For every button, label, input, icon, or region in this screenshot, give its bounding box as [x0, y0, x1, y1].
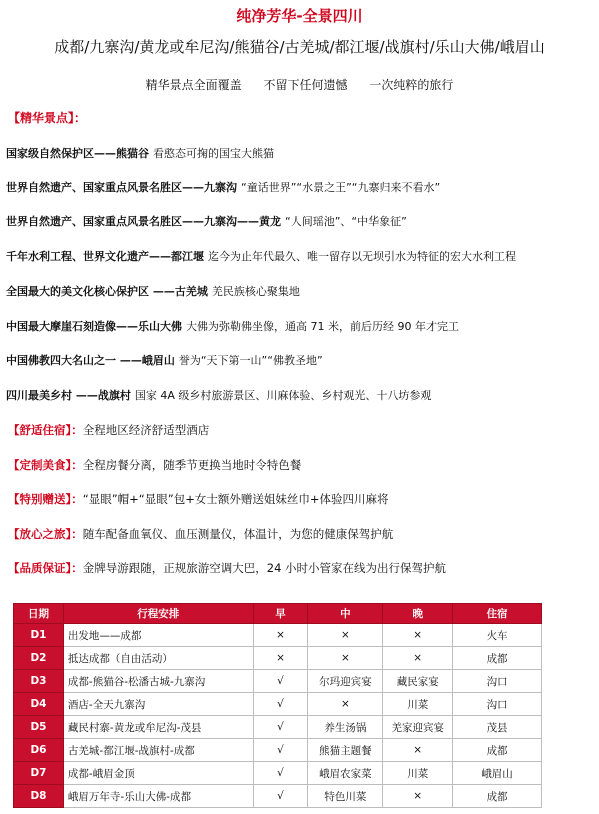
info-text: “显眼”帽+“显眼”包+女士额外赠送姐妹丝巾+体验四川麻将 — [82, 492, 389, 506]
info-label: 【舒适住宿】： — [8, 423, 83, 437]
table-row — [14, 785, 542, 808]
info-safety — [8, 526, 393, 542]
hotel-cell: 沟口 — [453, 670, 542, 693]
lunch-cell: 尔玛迎宾宴 — [308, 670, 383, 693]
hotel-cell: 峨眉山 — [453, 762, 542, 785]
breakfast-cell: √ — [253, 785, 308, 808]
info-label: 【特别赠送】： — [8, 492, 83, 506]
lunch-cell: 熊猫主题餐 — [308, 739, 383, 762]
highlight-item — [6, 387, 431, 403]
table-row — [14, 624, 542, 647]
header-dinner: 晚 — [383, 604, 453, 624]
info-label: 【定制美食】： — [8, 458, 83, 472]
info-text: 随车配备血氧仪、血压测量仪，体温计，为您的健康保驾护航 — [82, 527, 394, 541]
header-breakfast: 早 — [253, 604, 308, 624]
highlight-item — [6, 283, 300, 299]
plan-cell: 成都-熊猫谷-松潘古城-九寨沟 — [63, 670, 253, 693]
page-title: 纯净芳华-全景四川 — [236, 7, 363, 25]
day-cell: D4 — [14, 693, 64, 716]
highlight-title: 四川最美乡村 ——战旗村 — [6, 389, 131, 402]
hotel-cell: 火车 — [453, 624, 542, 647]
dinner-cell: × — [383, 647, 453, 670]
table-row — [14, 670, 542, 693]
hotel-cell: 成都 — [453, 647, 542, 670]
info-text: 全程房餐分离，随季节更换当地时令特色餐 — [82, 458, 302, 472]
table-header-row — [14, 604, 542, 624]
highlights-heading: 【精华景点】： — [8, 111, 87, 125]
breakfast-cell: √ — [253, 670, 308, 693]
hotel-cell: 沟口 — [453, 693, 542, 716]
breakfast-cell: √ — [253, 716, 308, 739]
plan-cell: 成都-峨眉金顶 — [63, 762, 253, 785]
plan-cell: 古羌城-都江堰-战旗村-成都 — [63, 739, 253, 762]
highlight-title: 中国佛教四大名山之一 ——峨眉山 — [6, 354, 175, 367]
highlight-desc: “人间瑶池”、“中华象征” — [285, 215, 407, 228]
dinner-cell: 羌家迎宾宴 — [383, 716, 453, 739]
dinner-cell: 藏民家宴 — [383, 670, 453, 693]
table-row — [14, 693, 542, 716]
highlight-title: 千年水利工程、世界文化遗产——都江堰 — [6, 250, 204, 263]
dinner-cell: 川菜 — [383, 762, 453, 785]
highlight-desc: 看憨态可掬的国宝大熊猫 — [153, 147, 274, 160]
hotel-cell: 成都 — [453, 739, 542, 762]
highlight-title: 世界自然遗产、国家重点风景名胜区——九寨沟 — [6, 181, 237, 194]
lunch-cell: × — [308, 693, 383, 716]
header-hotel: 住宿 — [453, 604, 542, 624]
dinner-cell: × — [383, 624, 453, 647]
breakfast-cell: √ — [253, 693, 308, 716]
plan-cell: 出发地——成都 — [63, 624, 253, 647]
hotel-cell: 茂县 — [453, 716, 542, 739]
info-text: 全程地区经济舒适型酒店 — [82, 423, 210, 437]
breakfast-cell: √ — [253, 739, 308, 762]
info-label: 【放心之旅】： — [8, 527, 83, 541]
dinner-cell: × — [383, 785, 453, 808]
highlight-item — [6, 145, 274, 161]
day-cell: D7 — [14, 762, 64, 785]
info-food — [8, 457, 301, 473]
highlight-title: 国家级自然保护区——熊猫谷 — [6, 147, 149, 160]
lunch-cell: × — [308, 647, 383, 670]
highlight-title: 世界自然遗产、国家重点风景名胜区——九寨沟——黄龙 — [6, 215, 281, 228]
highlight-desc: 大佛为弥勒佛坐像，通高 71 米，前后历经 90 年才完工 — [186, 320, 459, 333]
highlight-title: 中国最大摩崖石刻造像——乐山大佛 — [6, 320, 182, 333]
header-plan: 行程安排 — [63, 604, 253, 624]
day-cell: D3 — [14, 670, 64, 693]
plan-cell: 抵达成都（自由活动） — [63, 647, 253, 670]
lunch-cell: 特色川菜 — [308, 785, 383, 808]
plan-cell: 藏民村寨-黄龙或牟尼沟-茂县 — [63, 716, 253, 739]
tagline — [0, 76, 599, 93]
tagline-2: 不留下任何遗憾 — [263, 78, 348, 92]
table-row — [14, 739, 542, 762]
dinner-cell: 川菜 — [383, 693, 453, 716]
route-line: 成都/九寨沟/黄龙或牟尼沟/熊猫谷/古羌城/都江堰/战旗村/乐山大佛/峨眉山 — [54, 38, 545, 56]
hotel-cell: 成都 — [453, 785, 542, 808]
day-cell: D6 — [14, 739, 64, 762]
info-accommodation — [8, 422, 209, 438]
tagline-1: 精华景点全面覆盖 — [145, 78, 242, 92]
highlight-desc: 誉为“天下第一山”“佛教圣地” — [178, 354, 323, 367]
plan-cell: 峨眉万年寺-乐山大佛-成都 — [63, 785, 253, 808]
table-row — [14, 716, 542, 739]
highlight-desc: 羌民族核心聚集地 — [211, 285, 300, 298]
highlight-item — [6, 248, 516, 264]
breakfast-cell: × — [253, 647, 308, 670]
highlight-desc: “童话世界”“水景之王”“九寨归来不看水” — [241, 181, 441, 194]
dinner-cell: × — [383, 739, 453, 762]
info-label: 【品质保证】： — [8, 561, 83, 575]
table-row — [14, 762, 542, 785]
itinerary-table — [13, 603, 542, 808]
tagline-3: 一次纯粹的旅行 — [369, 78, 454, 92]
highlight-desc: 国家 4A 级乡村旅游景区、川麻体验、乡村观光、十八坊参观 — [134, 389, 432, 402]
lunch-cell: × — [308, 624, 383, 647]
highlight-item — [6, 318, 459, 334]
breakfast-cell: √ — [253, 762, 308, 785]
day-cell: D8 — [14, 785, 64, 808]
highlight-desc: 迄今为止年代最久、唯一留存以无坝引水为特征的宏大水利工程 — [208, 250, 516, 263]
highlight-item — [6, 213, 407, 229]
day-cell: D2 — [14, 647, 64, 670]
highlight-item — [6, 179, 440, 195]
header-date: 日期 — [14, 604, 64, 624]
info-text: 金牌导游跟随，正规旅游空调大巴，24 小时小管家在线为出行保驾护航 — [82, 561, 447, 575]
info-quality — [8, 560, 446, 576]
plan-cell: 酒店-全天九寨沟 — [63, 693, 253, 716]
header-lunch: 中 — [308, 604, 383, 624]
info-gifts — [8, 491, 389, 507]
lunch-cell: 养生汤锅 — [308, 716, 383, 739]
table-row — [14, 647, 542, 670]
lunch-cell: 峨眉农家菜 — [308, 762, 383, 785]
day-cell: D5 — [14, 716, 64, 739]
day-cell: D1 — [14, 624, 64, 647]
highlight-title: 全国最大的美文化核心保护区 ——古羌城 — [6, 285, 208, 298]
highlight-item — [6, 352, 323, 368]
breakfast-cell: × — [253, 624, 308, 647]
